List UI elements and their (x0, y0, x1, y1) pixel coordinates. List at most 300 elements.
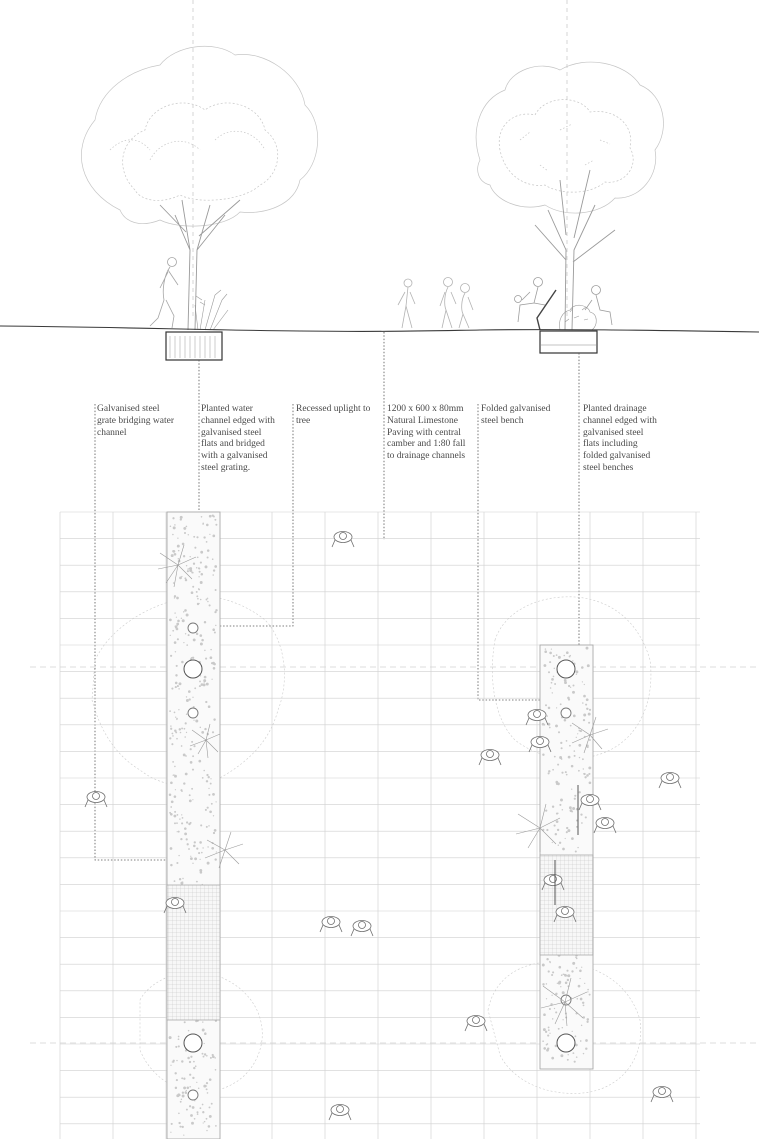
planting-dot (186, 1109, 188, 1111)
planting-dot (210, 778, 211, 779)
planting-dot (186, 614, 189, 617)
planting-dot (179, 818, 180, 819)
planting-dot (559, 804, 561, 806)
planting-dot (170, 728, 172, 730)
planting-dot (212, 793, 215, 796)
planting-dot (169, 619, 172, 622)
planting-dot (586, 746, 588, 748)
planting-dot (579, 757, 580, 758)
planting-dot (209, 1078, 212, 1081)
water-channel-section-hatch (170, 336, 215, 358)
planting-dot (199, 571, 201, 573)
planting-dot (213, 663, 216, 666)
planting-dot (185, 722, 187, 724)
planting-dot (209, 604, 211, 606)
planting-dot (174, 880, 176, 882)
planting-dot (169, 1036, 172, 1039)
planting-dot (205, 565, 208, 568)
planting-dot (178, 1045, 180, 1047)
planting-dot (175, 1046, 177, 1048)
planting-dot (587, 1018, 590, 1021)
planting-dot (183, 1086, 186, 1089)
planting-dot (211, 662, 213, 664)
annotation-water-channel: Planted water channel edged with galvanised steel flats and bridged with a galvanised steel grating. (201, 404, 275, 473)
planting-dot (206, 774, 208, 776)
planting-dot (200, 824, 202, 826)
planting-dot (191, 741, 193, 743)
planting-dot (170, 806, 172, 808)
planting-dot (196, 567, 198, 569)
planting-dot (579, 730, 581, 732)
planting-dot (186, 696, 187, 697)
planting-dot (193, 563, 195, 565)
planting-dot (178, 709, 179, 710)
planting-dot (176, 617, 177, 618)
planting-dot (200, 599, 202, 601)
planting-dot (181, 727, 183, 729)
planting-dot (545, 704, 547, 706)
planting-dot (190, 1114, 193, 1117)
drainage-channel-section (540, 331, 597, 353)
planting-dot (183, 782, 185, 784)
planting-dot (202, 777, 204, 779)
planting-dot (178, 1038, 180, 1040)
planting-dot (176, 597, 179, 600)
planting-dot (196, 536, 198, 538)
planting-dot (188, 1030, 190, 1032)
planting-dot (204, 621, 206, 623)
planting-dot (189, 1105, 191, 1107)
planting-dot (196, 1082, 197, 1083)
planting-dot (197, 1111, 199, 1113)
planting-dot (196, 633, 198, 635)
planting-dot (202, 1104, 204, 1106)
planting-dot (186, 821, 188, 823)
planting-dot (212, 558, 214, 560)
planting-dot (566, 831, 568, 833)
planting-dot (182, 1126, 184, 1128)
planting-dot (206, 1130, 207, 1131)
planting-dot (192, 586, 194, 588)
planting-dot (214, 519, 216, 521)
planting-dot (190, 761, 193, 764)
planting-dot (562, 1027, 563, 1028)
planting-dot (193, 1067, 195, 1069)
planting-dot (193, 1061, 195, 1063)
planting-dot (207, 1092, 209, 1094)
planting-dot (207, 601, 209, 603)
planting-dot (578, 985, 581, 988)
planting-dot (187, 568, 188, 569)
planting-dot (186, 644, 188, 646)
planting-dot (587, 664, 590, 667)
planting-dot (575, 1044, 578, 1047)
annotation-paving: 1200 x 600 x 80mm Natural Limestone Paving with central camber and 1:80 fall to drainage channels (387, 404, 466, 462)
planting-dot (586, 1021, 588, 1023)
planting-dot (560, 703, 562, 705)
planting-dot (192, 799, 193, 800)
planting-dot (543, 724, 545, 726)
planting-dot (548, 770, 550, 772)
planting-dot (552, 842, 553, 843)
planting-dot (188, 534, 189, 535)
planting-dot (182, 1095, 185, 1098)
planting-dot (206, 1085, 207, 1086)
planting-dot (584, 684, 585, 685)
annotation-bench: Folded galvanised steel bench (481, 404, 551, 426)
planting-dot (569, 745, 571, 747)
ground-line (0, 326, 759, 332)
annotation-drainage-channel: Planted drainage channel edged with galvanised steel flats including folded galvanised steel benches (583, 404, 657, 473)
planting-dot (201, 639, 204, 642)
planting-dot (567, 829, 570, 832)
planting-dot (588, 766, 591, 769)
tree-trunk-right-1 (557, 660, 575, 678)
planting-dot (178, 688, 179, 689)
planting-dot (558, 1028, 560, 1030)
planting-dot (553, 655, 555, 657)
planting-dot (185, 773, 188, 776)
planting-dot (204, 676, 207, 679)
planting-dot (170, 847, 173, 850)
planting-dot (177, 538, 178, 539)
planting-dot (183, 527, 186, 530)
planting-dot (213, 569, 215, 571)
planting-dot (172, 761, 174, 763)
planting-dot (552, 1018, 554, 1020)
planting-dot (206, 541, 208, 543)
planting-dot (205, 809, 207, 811)
planting-dot (570, 687, 571, 688)
planting-dot (170, 864, 172, 866)
planting-dot (176, 1079, 178, 1081)
planting-dot (208, 705, 211, 708)
planting-dot (174, 641, 177, 644)
planting-dot (571, 765, 574, 768)
planting-dot (567, 1059, 569, 1061)
planting-dot (189, 794, 191, 796)
planting-dot (567, 979, 569, 981)
planting-dot (196, 595, 198, 597)
planting-dot (211, 1103, 213, 1105)
planting-dot (552, 971, 554, 973)
person-top-view (659, 773, 681, 789)
planting-dot (184, 1021, 186, 1023)
planting-dot (562, 991, 565, 994)
planting-dot (190, 1056, 192, 1058)
planting-dot (181, 791, 183, 793)
person-top-view (594, 818, 616, 834)
planting-dot (202, 1111, 204, 1113)
planting-dot (549, 1008, 551, 1010)
bench-right-elevation (537, 290, 556, 330)
planting-dot (554, 825, 556, 827)
planting-dot (183, 555, 185, 557)
planting-dot (552, 806, 554, 808)
planting-dot (199, 869, 202, 872)
planting-dot (543, 1013, 546, 1016)
planting-dot (198, 603, 199, 604)
planting-dot (558, 966, 561, 969)
planting-dot (184, 728, 186, 730)
planting-dot (178, 1122, 180, 1124)
planting-dot (576, 998, 578, 1000)
planting-dot (212, 628, 215, 631)
planting-dot (173, 815, 176, 818)
planting-dot (587, 989, 589, 991)
planting-dot (205, 658, 207, 660)
planting-dot (555, 1011, 557, 1013)
planting-dot (198, 1087, 200, 1089)
planting-dot (589, 781, 592, 784)
steel-grating-right (540, 855, 593, 955)
planting-dot (207, 556, 209, 558)
planting-dot (209, 1106, 211, 1108)
planting-dot (556, 654, 558, 656)
planting-dot (200, 1107, 202, 1109)
planting-dot (171, 688, 173, 690)
planting-dot (194, 857, 197, 860)
planting-dot (187, 570, 189, 572)
planting-dot (197, 1113, 199, 1115)
planting-dot (170, 655, 172, 657)
planting-dot (180, 518, 182, 520)
planting-dot (186, 699, 189, 702)
planting-dot (572, 660, 573, 661)
planting-dot (555, 724, 558, 727)
planting-dot (196, 848, 198, 850)
planting-dot (553, 676, 555, 678)
planting-dot (186, 565, 187, 566)
planting-dot (566, 827, 568, 829)
planting-dot (174, 524, 176, 526)
planting-dot (176, 718, 178, 720)
planting-dot (542, 964, 545, 967)
people-middle-elevation (398, 278, 473, 329)
planting-dot (193, 720, 194, 721)
planting-dot (197, 556, 199, 558)
planting-dot (200, 643, 203, 646)
planting-dot (171, 743, 173, 745)
planting-dot (181, 1099, 182, 1100)
planting-dot (545, 648, 546, 649)
planting-dot (180, 882, 183, 885)
planting-dot (583, 714, 586, 717)
leader-bench (478, 404, 545, 700)
planting-dot (576, 826, 578, 828)
planting-dot (187, 1057, 190, 1060)
planting-dot (170, 781, 173, 784)
planting-dot (573, 715, 576, 718)
planting-dot (213, 516, 215, 518)
planting-dot (551, 974, 553, 976)
planting-dot (204, 728, 206, 730)
planting-dot (554, 668, 555, 669)
planting-dot (586, 708, 588, 710)
planting-dot (175, 789, 176, 790)
uplight-right-1 (561, 708, 571, 718)
tree-right-elevation (476, 62, 663, 213)
planting-dot (572, 691, 575, 694)
planting-dot (570, 725, 572, 727)
planting-dot (195, 720, 198, 723)
planting-dot (210, 649, 211, 650)
planting-dot (557, 764, 559, 766)
planting-dot (563, 655, 565, 657)
planting-dot (552, 769, 554, 771)
shrub-left-elevation (195, 290, 228, 330)
planting-dot (560, 1054, 563, 1057)
planting-dot (571, 789, 572, 790)
planting-dot (209, 515, 212, 518)
planting-dot (546, 715, 548, 717)
planting-dot (555, 833, 557, 835)
planting-dot (589, 709, 591, 711)
planting-dot (566, 651, 569, 654)
planting-dot (189, 1061, 191, 1063)
planting-dot (585, 1047, 587, 1049)
planting-dot (558, 656, 561, 659)
planting-dot (580, 998, 583, 1001)
planting-dot (552, 692, 553, 693)
planting-dot (171, 554, 174, 557)
planting-dot (206, 780, 208, 782)
planting-dot (199, 685, 201, 687)
planting-dot (542, 1040, 544, 1042)
planting-dot (190, 857, 193, 860)
planting-dot (558, 982, 561, 985)
planting-dot (546, 958, 548, 960)
planting-dot (551, 1057, 554, 1060)
uplight-left-2 (188, 708, 198, 718)
planting-dot (177, 545, 180, 548)
planting-dot (200, 551, 203, 554)
planting-dot (566, 740, 568, 742)
planting-dot (579, 978, 580, 979)
planting-dot (561, 747, 563, 749)
planting-dot (182, 878, 183, 879)
planting-dot (198, 760, 201, 763)
planting-dot (581, 822, 583, 824)
planting-dot (215, 524, 217, 526)
planting-dot (188, 823, 190, 825)
planting-dot (202, 1021, 203, 1022)
planting-dot (582, 758, 584, 760)
planting-dot (205, 701, 207, 703)
planting-dot (209, 534, 210, 535)
planting-dot (191, 1122, 194, 1125)
tree-left-elevation (81, 46, 317, 226)
planting-dot (191, 571, 193, 573)
planting-dot (204, 1032, 207, 1035)
planting-dot (179, 878, 181, 880)
planting-dot (179, 1126, 181, 1128)
planting-dot (178, 1036, 180, 1038)
planting-dot (545, 1031, 547, 1033)
planting-dot (548, 1026, 550, 1028)
planting-dot (589, 994, 591, 996)
planting-dot (202, 1053, 204, 1055)
planting-dot (576, 1056, 578, 1058)
planting-dot (551, 682, 553, 684)
planting-dot (189, 1074, 191, 1076)
planting-dot (175, 682, 178, 685)
planting-dot (190, 748, 192, 750)
planting-dot (175, 717, 176, 718)
planting-dot (556, 820, 559, 823)
planting-dot (582, 702, 584, 704)
planting-dot (583, 695, 586, 698)
planting-dot (201, 573, 204, 576)
planting-dot (213, 832, 215, 834)
planting-dot (181, 814, 182, 815)
planting-dot (586, 774, 589, 777)
planting-dot (576, 737, 577, 738)
planting-dot (188, 690, 191, 693)
planting-dot (191, 788, 193, 790)
planting-dot (186, 714, 187, 715)
planting-dot (542, 983, 544, 985)
planting-dot (194, 687, 196, 689)
planting-dot (180, 732, 182, 734)
planting-dot (170, 526, 172, 528)
planting-dot (576, 967, 578, 969)
planting-dot (558, 844, 559, 845)
planting-dot (567, 974, 570, 977)
planting-dot (175, 1087, 177, 1089)
planting-dot (173, 582, 175, 584)
planting-dot (568, 697, 570, 699)
paving-plan (30, 512, 759, 1139)
planting-dot (196, 881, 198, 883)
planting-dot (586, 698, 589, 701)
planting-dot (193, 638, 196, 641)
planting-dot (546, 829, 548, 831)
planting-dot (203, 1122, 204, 1123)
planting-dot (179, 728, 181, 730)
planting-dot (174, 553, 177, 556)
planting-dot (551, 678, 554, 681)
planting-dot (215, 1069, 217, 1071)
planting-dot (562, 809, 564, 811)
planting-dot (557, 983, 558, 984)
section-elevation (0, 0, 759, 360)
planting-dot (183, 642, 184, 643)
planting-dot (171, 1123, 173, 1125)
planting-dot (213, 667, 216, 670)
planting-dot (188, 634, 190, 636)
planting-dot (200, 727, 201, 728)
planting-dot (581, 967, 582, 968)
planting-dot (556, 813, 558, 815)
planting-dot (170, 725, 171, 726)
planting-dot (549, 961, 551, 963)
planting-dot (575, 956, 577, 958)
planting-dot (212, 731, 214, 733)
planting-dot (559, 842, 561, 844)
uplight-left-1 (188, 623, 198, 633)
planting-dot (588, 773, 590, 775)
planting-dot (546, 983, 548, 985)
planting-dot (198, 589, 200, 591)
planting-dot (176, 862, 178, 864)
planting-dot (583, 768, 584, 769)
planting-dot (185, 633, 186, 634)
planting-dot (546, 998, 547, 999)
planting-dot (171, 800, 174, 803)
person-top-view (351, 921, 373, 937)
planting-dot (204, 682, 205, 683)
